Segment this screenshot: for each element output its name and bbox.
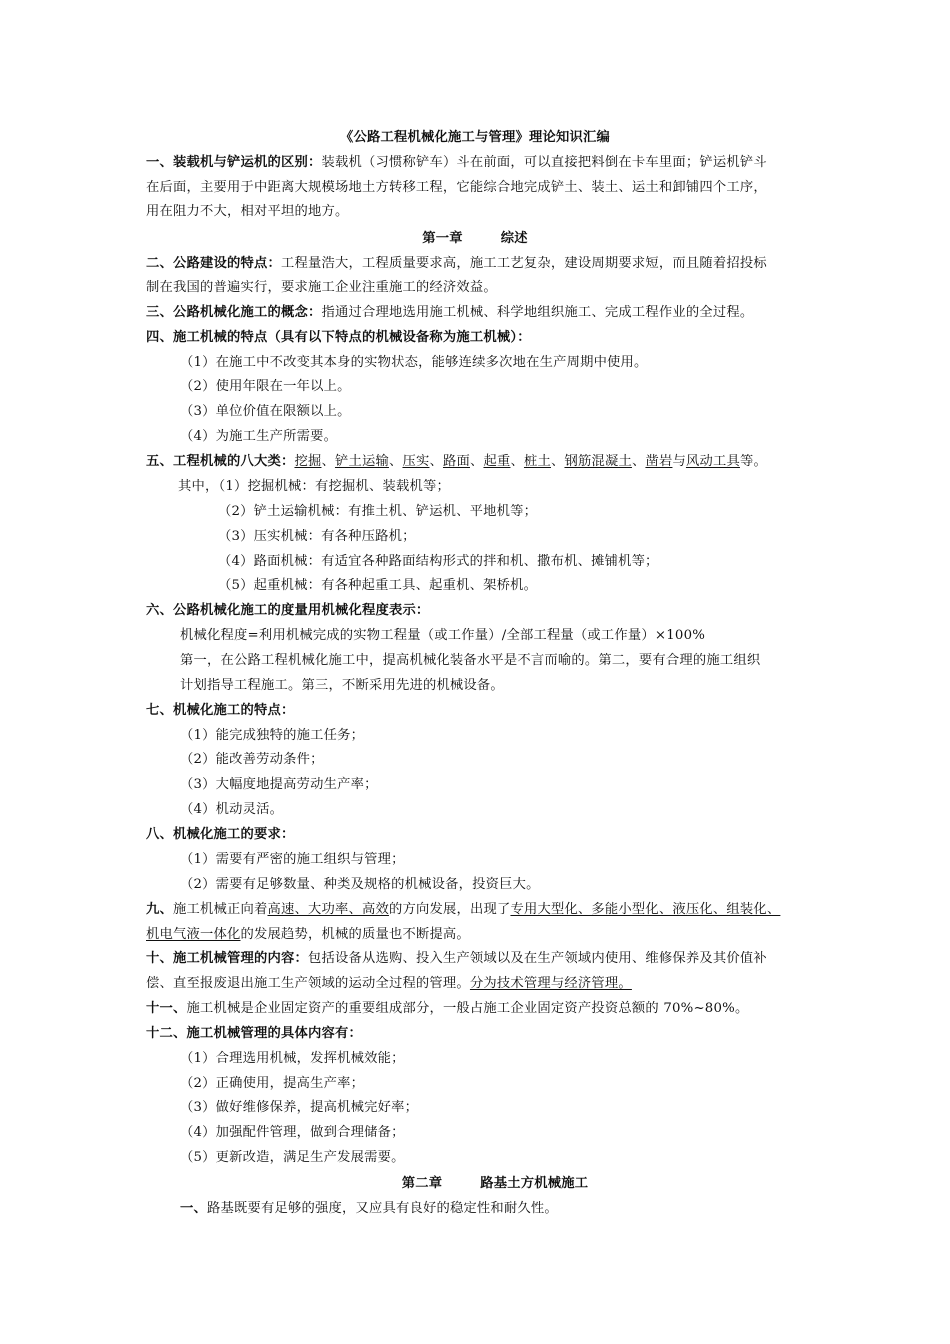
- section-4-item: （3）单位价值在限额以上。: [180, 404, 351, 419]
- section-8-item: （1）需要有严密的施工组织与管理；: [180, 852, 405, 867]
- section-1-line-2: 在后面，主要用于中距离大规模场地土方转移工程，它能综合地完成铲土、装土、运土和卸铺四个工序，: [146, 180, 767, 195]
- section-9-line-2: [146, 925, 470, 945]
- section-10-heading: 十、施工机械管理的内容：: [146, 951, 308, 966]
- section-1-heading: 一、装载机与铲运机的区别：: [146, 155, 322, 170]
- machine-category: 路面: [442, 454, 470, 469]
- section-12-item: （4）加强配件管理，做到合理储备；: [180, 1125, 405, 1140]
- machine-category: 桩土: [523, 454, 551, 469]
- section-9-highlight: 高速、大功率、高效: [267, 902, 389, 917]
- section-11-line-1: [146, 999, 748, 1019]
- section-10-highlight: 分为技术管理与经济管理。: [469, 976, 632, 991]
- separator: 、: [388, 454, 403, 469]
- section-5-heading: 五、工程机械的八大类：: [146, 454, 295, 469]
- section-9-text: 的发展趋势，机械的质量也不断提高。: [240, 927, 470, 942]
- section-12-item: （5）更新改造，满足生产发展需要。: [180, 1150, 405, 1165]
- separator: 、: [631, 454, 646, 469]
- section-4-item: （4）为施工生产所需要。: [180, 429, 338, 444]
- section-9-text: 的方向发展，出现了: [388, 902, 511, 917]
- machine-category: 铲土运输: [334, 454, 389, 469]
- section-2-text: 工程量浩大，工程质量要求高，施工工艺复杂，建设周期要求短，而且随着招投标: [280, 256, 767, 271]
- chapter-2-heading: [0, 1174, 950, 1194]
- section-2-line-2: 制在我国的普遍实行，要求施工企业注重施工的经济效益。: [146, 280, 497, 295]
- section-10-line-1: [146, 949, 767, 969]
- section-7-item: （1）能完成独特的施工任务；: [180, 728, 365, 743]
- machine-category: 凿岩: [645, 454, 673, 469]
- section-2-line-1: [146, 254, 767, 274]
- separator: 、: [469, 454, 484, 469]
- section-5-intro-line: [178, 477, 450, 497]
- section-1-line-3: 用在阻力不大，相对平坦的地方。: [146, 204, 349, 219]
- chapter-1-name: 综述: [500, 231, 528, 246]
- chapter-2-number: 第二章: [401, 1176, 443, 1191]
- section-11-text: 施工机械是企业固定资产的重要组成部分，一般占施工企业固定资产投资总额的 70%~80%。: [186, 1001, 749, 1016]
- section-9-line-1: [146, 900, 780, 920]
- section-7-item: （4）机动灵活。: [180, 802, 284, 817]
- section-3-line-1: [146, 303, 753, 323]
- section-9-text: 施工机械正向着: [173, 902, 268, 917]
- section-5-item: （3）压实机械：有各种压路机；: [218, 529, 416, 544]
- section-4-item: （1）在施工中不改变其本身的实物状态，能够连续多次地在生产周期中使用。: [180, 355, 648, 370]
- separator: 、: [321, 454, 335, 469]
- section-5-intro: 其中，: [178, 479, 219, 494]
- section-5-line-1: [146, 452, 767, 472]
- section-5-item: （1）挖掘机械：有挖掘机、装载机等；: [218, 479, 450, 494]
- section-9-highlight: 机电气液一体化: [146, 927, 241, 942]
- separator: 、: [550, 454, 565, 469]
- section-12-heading: 十二、施工机械管理的具体内容有：: [146, 1026, 362, 1041]
- section-5-item: （4）路面机械：有适宜各种路面结构形式的拌和机、撒布机、摊铺机等；: [218, 554, 659, 569]
- section-6-line-1: 第一，在公路工程机械化施工中，提高机械化装备水平是不言而喻的。第二，要有合理的施工组织: [180, 653, 761, 668]
- section-5-item: （2）铲土运输机械：有推土机、铲运机、平地机等；: [218, 504, 538, 519]
- section-12-item: （2）正确使用，提高生产率；: [180, 1076, 365, 1091]
- separator: 、: [429, 454, 443, 469]
- section-9-number: 九、: [146, 902, 173, 917]
- machine-category: 起重: [483, 454, 511, 469]
- section-7-heading: 七、机械化施工的特点：: [146, 703, 295, 718]
- section-7-item: （2）能改善劳动条件；: [180, 752, 324, 767]
- section-1-text: 装载机（习惯称铲车）斗在前面，可以直接把料倒在卡车里面；铲运机铲斗: [321, 155, 767, 170]
- section-7-item: （3）大幅度地提高劳动生产率；: [180, 777, 378, 792]
- machine-category: 压实: [402, 454, 430, 469]
- section-5-item: （5）起重机械：有各种起重工具、起重机、架桥机。: [218, 578, 538, 593]
- machine-category: 钢筋混凝土: [564, 454, 632, 469]
- chapter-2-item-text: 路基既要有足够的强度，又应具有良好的稳定性和耐久性。: [207, 1201, 558, 1216]
- section-9-highlight: 专用大型化、多能小型化、液压化、组装化、: [510, 902, 781, 917]
- section-10-line-2: [146, 974, 632, 994]
- separator: 、: [510, 454, 524, 469]
- section-2-heading: 二、公路建设的特点：: [146, 256, 281, 271]
- section-3-text: 指通过合理地选用施工机械、科学地组织施工、完成工程作业的全过程。: [321, 305, 754, 320]
- section-6-heading: 六、公路机械化施工的度量用机械化程度表示：: [146, 603, 430, 618]
- separator: 与: [672, 454, 686, 469]
- chapter-2-item-number: 一、: [180, 1201, 207, 1216]
- section-10-text: 偿、直至报废退出施工生产领域的运动全过程的管理。: [146, 976, 470, 991]
- chapter-2-line-1: [180, 1199, 558, 1219]
- section-6-line-2: 计划指导工程施工。第三，不断采用先进的机械设备。: [180, 678, 504, 693]
- section-8-heading: 八、机械化施工的要求：: [146, 827, 295, 842]
- machine-category: 挖掘: [294, 454, 322, 469]
- section-3-heading: 三、公路机械化施工的概念：: [146, 305, 322, 320]
- separator: 等。: [739, 454, 767, 469]
- section-10-text: 包括设备从选购、投入生产领域以及在生产领域内使用、维修保养及其价值补: [307, 951, 767, 966]
- chapter-1-number: 第一章: [422, 231, 463, 246]
- section-6-formula: 机械化程度=利用机械完成的实物工程量（或工作量）/全部工程量（或工作量）×100%: [180, 628, 706, 643]
- section-12-item: （1）合理选用机械，发挥机械效能；: [180, 1051, 405, 1066]
- machine-category: 风动工具: [685, 454, 740, 469]
- chapter-2-name: 路基土方机械施工: [480, 1176, 589, 1191]
- section-11-number: 十一、: [146, 1001, 187, 1016]
- section-1-line-1: [146, 153, 767, 173]
- section-4-heading: 四、施工机械的特点（具有以下特点的机械设备称为施工机械）：: [146, 330, 531, 345]
- section-4-item: （2）使用年限在一年以上。: [180, 379, 351, 394]
- section-8-item: （2）需要有足够数量、种类及规格的机械设备，投资巨大。: [180, 877, 540, 892]
- chapter-1-heading: [0, 229, 950, 249]
- document-title: 《公路工程机械化施工与管理》理论知识汇编: [340, 130, 610, 145]
- section-12-item: （3）做好维修保养，提高机械完好率；: [180, 1100, 419, 1115]
